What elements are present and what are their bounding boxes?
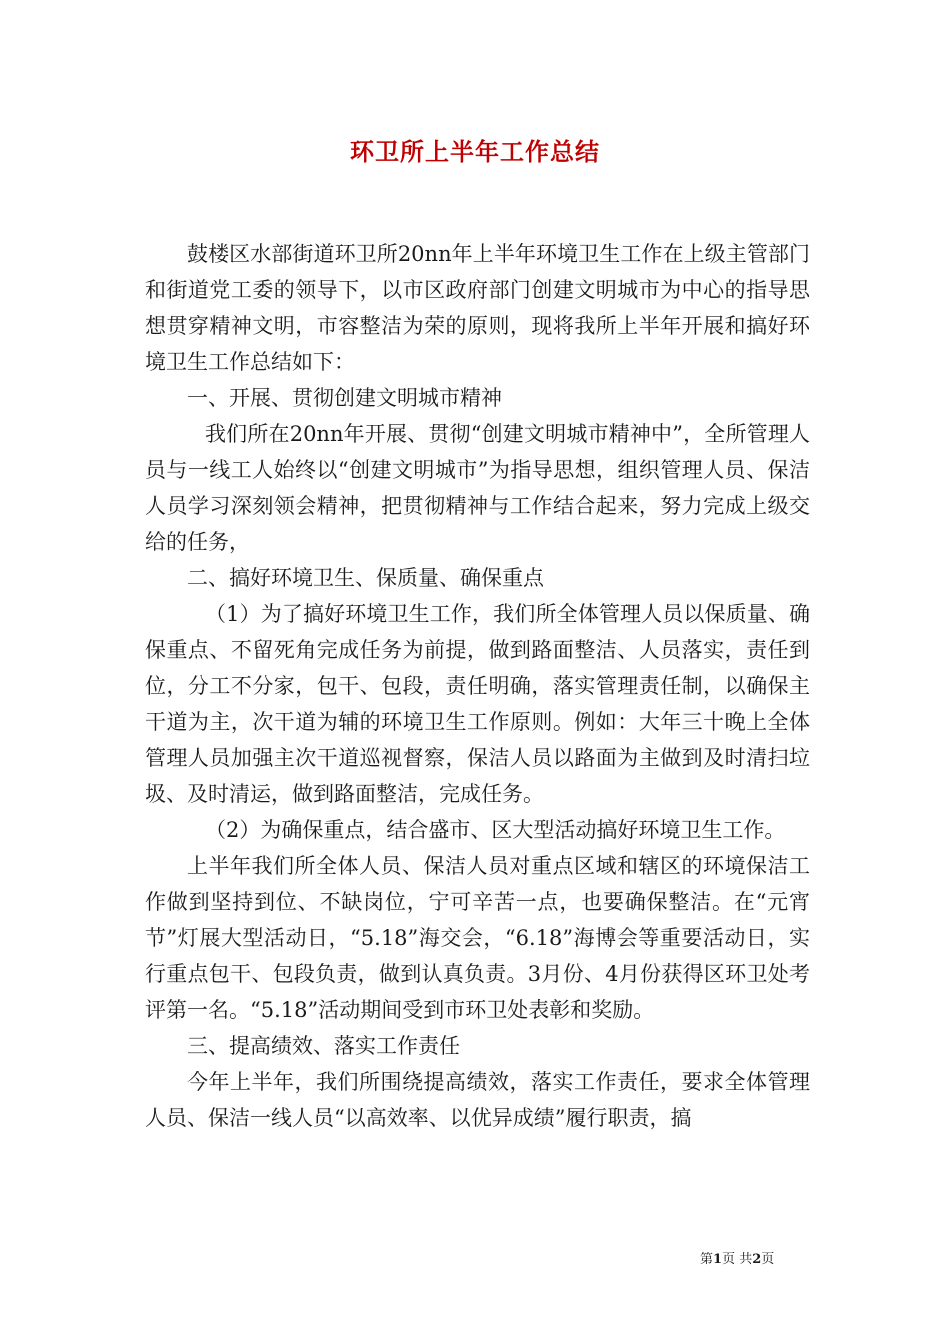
- intro-paragraph: 鼓楼区水部街道环卫所20nn年上半年环境卫生工作在上级主管部门和街道党工委的领导下，以市区政府部门创建文明城市为中心的指导思想贯穿精神文明，市容整洁为荣的原则，现将我所上半年开展和搞好环境卫生工作总结如下：: [145, 242, 810, 374]
- total-page-number: 2: [752, 1252, 762, 1267]
- current-page-number: 1: [713, 1252, 723, 1267]
- page-number-footer: [700, 1248, 774, 1267]
- section-heading-1: 一、开展、贯彻创建文明城市精神: [187, 386, 502, 410]
- section-2-paragraph: 上半年我们所全体人员、保洁人员对重点区域和辖区的环境保洁工作做到坚持到位、不缺岗位，宁可辛苦一点，也要确保整洁。在“元宵节”灯展大型活动日，“5.18”海交会，“6.18”海博会等重要活动日，实行重点包干、包段负责，做到认真负责。3月份、4月份获得区环卫处考评第一名。“5.18”活动期间受到市环卫处表彰和奖励。: [145, 854, 810, 1022]
- section-2-item-1: （1）为了搞好环境卫生工作，我们所全体管理人员以保质量、确保重点、不留死角完成任务为前提，做到路面整洁、人员落实，责任到位，分工不分家，包干、包段，责任明确，落实管理责任制，以确保主干道为主，次干道为辅的环境卫生工作原则。例如：大年三十晚上全体管理人员加强主次干道巡视督察，保洁人员以路面为主做到及时清扫垃圾、及时清运，做到路面整洁，完成任务。: [145, 602, 810, 806]
- page-label-suffix: 页: [761, 1252, 775, 1267]
- section-3-paragraph: 今年上半年，我们所围绕提高绩效，落实工作责任，要求全体管理人员、保洁一线人员“以高效率、以优异成绩”履行职责，搞: [145, 1070, 810, 1130]
- section-2-item-2: （2）为确保重点，结合盛市、区大型活动搞好环境卫生工作。: [205, 818, 786, 842]
- section-heading-3: 三、提高绩效、落实工作责任: [187, 1034, 460, 1058]
- section-1-paragraph: 我们所在20nn年开展、贯彻“创建文明城市精神中”，全所管理人员与一线工人始终以“创建文明城市”为指导思想，组织管理人员、保洁人员学习深刻领会精神，把贯彻精神与工作结合起来，努力完成上级交给的任务，: [145, 422, 810, 554]
- document-title: 环卫所上半年工作总结: [350, 137, 600, 166]
- document-body: [145, 236, 810, 1136]
- page-label-prefix: 第: [700, 1252, 714, 1267]
- page-label-middle: 页 共: [722, 1252, 753, 1267]
- section-heading-2: 二、搞好环境卫生、保质量、确保重点: [187, 566, 544, 590]
